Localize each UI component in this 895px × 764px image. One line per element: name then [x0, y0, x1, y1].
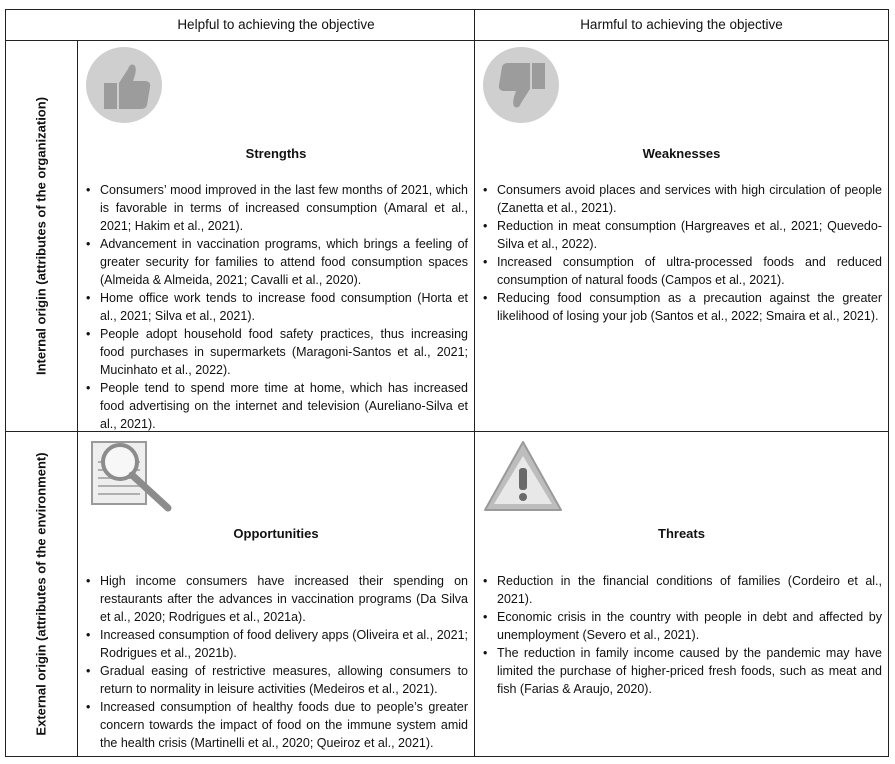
opportunities-list: [84, 572, 468, 752]
threats-title: Threats: [658, 526, 705, 541]
list-item: • Consumers avoid places and services with high circulation of people (Zanetta et al., 2021).: [481, 181, 882, 217]
header-helpful: Helpful to achieving the objective: [177, 17, 375, 32]
opportunities-title: Opportunities: [233, 526, 319, 541]
list-item: • Increased consumption of food delivery apps (Oliveira et al., 2021; Rodrigues et al., 2021b).: [84, 626, 468, 662]
list-item: • Home office work tends to increase food consumption (Horta et al., 2021; Silva et al., 2021).: [84, 289, 468, 325]
strengths-title: Strengths: [245, 146, 307, 161]
list-item: • Increased consumption of ultra-processed foods and reduced consumption of natural foods (Campos et al., 2021).: [481, 253, 882, 289]
swot-table: [5, 9, 889, 757]
list-item: • Reduction in the financial conditions of families (Cordeiro et al., 2021).: [481, 572, 882, 608]
list-item: • Consumers’ mood improved in the last few months of 2021, which is favorable in terms of increased consumption (Amaral et al., 2021; Hakim et al., 2021).: [84, 181, 468, 235]
thumbs-up-icon: [86, 47, 166, 127]
list-item: • Advancement in vaccination programs, which brings a feeling of greater security for families to attend food consumption spaces (Almeida & Almeida, 2021; Cavalli et al., 2020).: [84, 235, 468, 289]
table-border-right: [888, 9, 889, 757]
list-item: • People tend to spend more time at home, which has increased food advertising on the internet and television (Aureliano-Silva et al., 2021).: [84, 379, 468, 433]
list-item: • High income consumers have increased their spending on restaurants after the advances in vaccination programs (Da Silva et al., 2020; Rodrigues et al., 2021a).: [84, 572, 468, 626]
row-label-internal-text: Internal origin (attributes of the organization): [33, 96, 49, 376]
list-item: • Reduction in meat consumption (Hargreaves et al., 2021; Quevedo-Silva et al., 2022).: [481, 217, 882, 253]
row-label-internal: [5, 41, 77, 431]
thumbs-down-icon: [483, 47, 563, 127]
opportunities-quadrant: [78, 432, 474, 756]
header-harmful: Harmful to achieving the objective: [580, 17, 783, 32]
table-border-bottom: [5, 756, 889, 757]
list-item: • Gradual easing of restrictive measures, allowing consumers to return to normality in leisure activities (Medeiros et al., 2021).: [84, 662, 468, 698]
strengths-list: [84, 181, 468, 433]
weaknesses-list: [481, 181, 882, 325]
list-item: • People adopt household food safety practices, thus increasing food purchases in supermarkets (Maragoni-Santos et al., 2021; Mucinhato et al., 2022).: [84, 325, 468, 379]
list-item: • The reduction in family income caused by the pandemic may have limited the purchase of higher-priced fresh foods, such as meat and fish (Farias & Araujo, 2020).: [481, 644, 882, 698]
threats-list: [481, 572, 882, 698]
list-item: • Economic crisis in the country with people in debt and affected by unemployment (Severo et al., 2021).: [481, 608, 882, 644]
warning-triangle-icon: [483, 436, 563, 516]
row-label-external-text: External origin (attributes of the environment): [33, 452, 49, 736]
magnifying-glass-document-icon: [86, 438, 166, 518]
row-label-external: [5, 432, 77, 756]
list-item: • Reducing food consumption as a precaution against the greater likelihood of losing your job (Santos et al., 2022; Smaira et al., 2021).: [481, 289, 882, 325]
strengths-quadrant: [78, 41, 474, 431]
weaknesses-quadrant: [475, 41, 888, 431]
weaknesses-title: Weaknesses: [642, 146, 721, 161]
threats-quadrant: [475, 432, 888, 756]
list-item: • Increased consumption of healthy foods due to people’s greater concern towards the impact of food on the immune system amid the health crisis (Martinelli et al., 2020; Queiroz et al., 2021).: [84, 698, 468, 752]
